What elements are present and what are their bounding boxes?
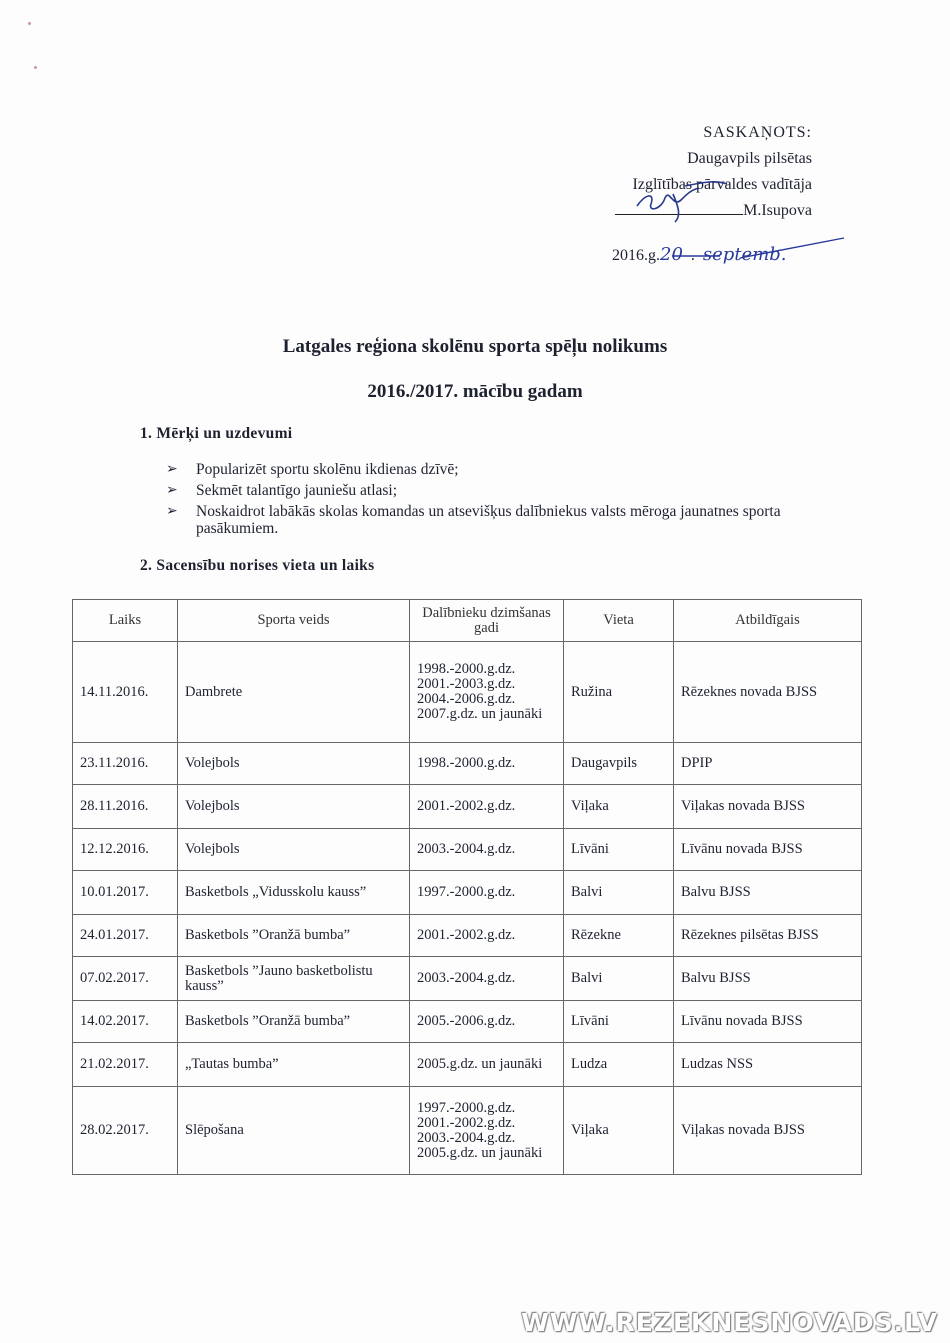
table-cell: 2003.-2004.g.dz. [410, 829, 564, 871]
table-cell: Basketbols ”Jauno basketbolistu kauss” [178, 957, 410, 1001]
table-cell: 2005.g.dz. un jaunāki [410, 1043, 564, 1087]
table-cell: 21.02.2017. [73, 1043, 178, 1087]
table-row [73, 915, 862, 957]
approval-date [612, 244, 787, 265]
table-cell: 14.02.2017. [73, 1001, 178, 1043]
table-row [73, 785, 862, 829]
table-cell: „Tautas bumba” [178, 1043, 410, 1087]
table-cell: Balvu BJSS [674, 871, 862, 915]
table-cell: Ružina [564, 642, 674, 743]
approval-title: SASKAŅOTS: [703, 124, 812, 141]
date-separator: . [690, 247, 695, 264]
section-2-heading: 2. Sacensību norises vieta un laiks [140, 557, 375, 574]
header-cell: Dalībnieku dzimšanas gadi [410, 600, 564, 642]
signature-row [615, 198, 812, 224]
scan-speck [34, 66, 37, 69]
table-cell: Daugavpils [564, 743, 674, 785]
table-cell: 23.11.2016. [73, 743, 178, 785]
table-cell: 2001.-2002.g.dz. [410, 785, 564, 829]
table-cell: 1997.-2000.g.dz. [410, 871, 564, 915]
site-watermark: WWW.REZEKNESNOVADS.LV [521, 1308, 938, 1337]
approval-block [615, 120, 812, 224]
table-row [73, 1087, 862, 1175]
table-cell: Dambrete [178, 642, 410, 743]
table-cell: 28.02.2017. [73, 1087, 178, 1175]
table-cell: Volejbols [178, 785, 410, 829]
date-prefix: 2016.g. [612, 247, 660, 264]
table-cell: 28.11.2016. [73, 785, 178, 829]
table-row [73, 1043, 862, 1087]
header-cell: Sporta veids [178, 600, 410, 642]
table-row [73, 743, 862, 785]
document-title: Latgales reģiona skolēnu sporta spēļu nolikums [282, 336, 668, 357]
date-underline-icon [670, 228, 850, 274]
scan-speck [28, 22, 31, 25]
signature-scribble-icon [615, 180, 745, 224]
date-day: 20 [660, 244, 683, 265]
schedule-table [72, 599, 862, 1175]
table-cell: Ludzas NSS [674, 1043, 862, 1087]
table-cell: Volejbols [178, 743, 410, 785]
date-month: septemb. [702, 244, 787, 265]
table-cell: Volejbols [178, 829, 410, 871]
table-body [73, 642, 862, 1175]
signer-name: M.Isupova [743, 202, 812, 219]
table-cell: 12.12.2016. [73, 829, 178, 871]
table-cell: 07.02.2017. [73, 957, 178, 1001]
table-cell: DPIP [674, 743, 862, 785]
table-cell: Basketbols ”Oranžā bumba” [178, 1001, 410, 1043]
table-cell: Līvāni [564, 829, 674, 871]
goals-list [166, 461, 866, 541]
table-row [73, 1001, 862, 1043]
table-cell: Viļaka [564, 785, 674, 829]
table-cell: Rēzeknes novada BJSS [674, 642, 862, 743]
header-cell: Laiks [73, 600, 178, 642]
section-1-heading: 1. Mērķi un uzdevumi [140, 425, 293, 442]
table-cell: 24.01.2017. [73, 915, 178, 957]
table-cell: 10.01.2017. [73, 871, 178, 915]
table-cell: 1997.-2000.g.dz. 2001.-2002.g.dz. 2003.-2004.g.dz. 2005.g.dz. un jaunāki [410, 1087, 564, 1175]
table-cell: Rēzeknes pilsētas BJSS [674, 915, 862, 957]
table-cell: Rēzekne [564, 915, 674, 957]
document-subtitle: 2016./2017. mācību gadam [367, 381, 583, 402]
table-cell: Līvāni [564, 1001, 674, 1043]
list-item: ➢ Popularizēt sportu skolēnu ikdienas dzīvē; [166, 461, 866, 478]
table-row [73, 957, 862, 1001]
table-cell: Balvi [564, 871, 674, 915]
table-header-row [73, 600, 862, 642]
header-cell: Vieta [564, 600, 674, 642]
list-item: ➢ Noskaidrot labākās skolas komandas un atsevišķus dalībniekus valsts mēroga jaunatnes sporta pasākumiem. [166, 503, 816, 537]
table-row [73, 642, 862, 743]
table-cell: Līvānu novada BJSS [674, 829, 862, 871]
table-row [73, 829, 862, 871]
table-cell: Basketbols „Vidusskolu kauss” [178, 871, 410, 915]
table-cell: 2005.-2006.g.dz. [410, 1001, 564, 1043]
table-cell: 1998.-2000.g.dz. 2001.-2003.g.dz. 2004.-2006.g.dz. 2007.g.dz. un jaunāki [410, 642, 564, 743]
table-cell: Slēpošana [178, 1087, 410, 1175]
table-cell: Viļaka [564, 1087, 674, 1175]
approval-line-1: Daugavpils pilsētas [687, 150, 812, 167]
table-cell: 2003.-2004.g.dz. [410, 957, 564, 1001]
approval-line-2: Izglītības pārvaldes vadītāja [632, 176, 812, 193]
table-cell: Līvānu novada BJSS [674, 1001, 862, 1043]
table-row [73, 871, 862, 915]
table-cell: Ludza [564, 1043, 674, 1087]
table-cell: 1998.-2000.g.dz. [410, 743, 564, 785]
table-cell: Balvi [564, 957, 674, 1001]
header-cell: Atbildīgais [674, 600, 862, 642]
table-cell: Balvu BJSS [674, 957, 862, 1001]
list-item: ➢ Sekmēt talantīgo jauniešu atlasi; [166, 482, 866, 499]
table-cell: Viļakas novada BJSS [674, 1087, 862, 1175]
table-cell: Basketbols ”Oranžā bumba” [178, 915, 410, 957]
table-cell: 14.11.2016. [73, 642, 178, 743]
table-cell: 2001.-2002.g.dz. [410, 915, 564, 957]
table-cell: Viļakas novada BJSS [674, 785, 862, 829]
signature-line [615, 198, 743, 215]
